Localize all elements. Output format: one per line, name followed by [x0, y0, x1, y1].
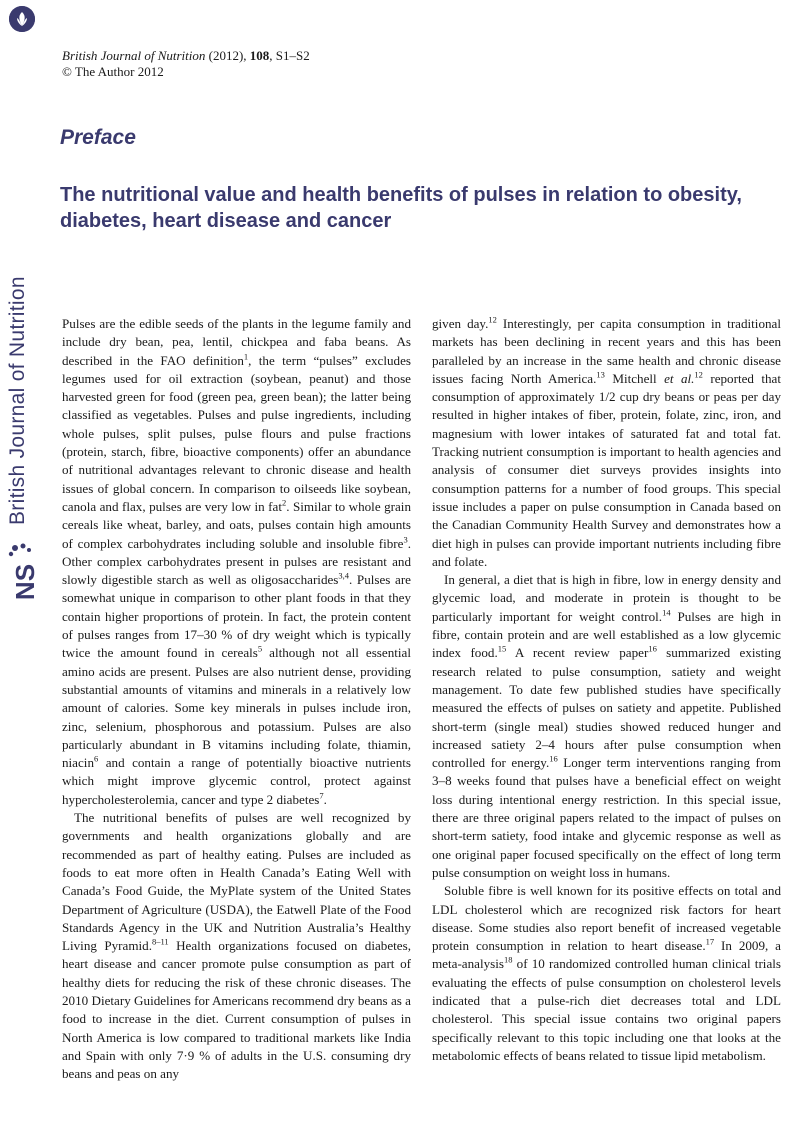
vertical-journal-name: British Journal of Nutrition	[6, 276, 29, 525]
citation-ref: 13	[596, 369, 605, 380]
citation-ref: 3,4	[338, 570, 350, 581]
right-column	[432, 315, 781, 1065]
citation-header	[62, 48, 310, 80]
citation-ref: 12	[694, 369, 703, 380]
journal-year: (2012),	[208, 48, 247, 63]
paragraph: Soluble fibre is well known for its positive effects on total and LDL cholesterol which are recognized risk factors for heart disease. Some studies also report benefit of increased vegetable protein consumption in relation to heart disease.$^{17}$ In 2009, a meta-analysis$^{18}$ of 10 randomized controlled human clinical trials evaluating the effects of pulse consumption on cholesterol levels indicated that a pulse-rich diet decreases total and LDL cholesterol. This special issue contains two original papers specifically relevant to this topic including one that looks at the metabolomic effects of beans related to tissue lipid metabolism.	[432, 883, 781, 1063]
citation-ref: 3	[403, 534, 408, 545]
left-column	[62, 315, 411, 1083]
citation-ref: 1	[243, 351, 249, 362]
ns-logo-icon	[6, 542, 38, 602]
logo-text: NS	[10, 563, 38, 601]
citation-ref: 18	[504, 955, 513, 966]
citation-ref: 5	[257, 643, 263, 654]
citation-ref: 6	[94, 753, 99, 764]
open-access-icon	[9, 6, 35, 32]
journal-name: British Journal of Nutrition	[62, 48, 206, 63]
paragraph: In general, a diet that is high in fibre, low in energy density and glycemic load, and moderate in protein is thought to be particularly important for weight control.$^{14}$ Pulses are high in fibre, contain protein and are well established as a low glycemic index food.$^{15}$ A recent review paper$^{16}$ summarized existing research related to pulse consumption, satiety and weight management. To date few published studies have specifically measured the effects of pulses on satiety and appetite. Published short-term (single meal) studies showed reduced hunger and increased satiety 2–4 hours after pulse consumption when controlled for energy.$^{16}$ Longer term interventions ranging from 3–8 weeks found that pulses have a beneficial effect on weight loss during intentional energy restriction. In this special issue, there are three original papers related to the impact of pulses on short-term satiety, food intake and glycemic response as well as one original paper focused specifically on the effect of long term pulse consumption on weight loss in humans.	[432, 572, 782, 880]
citation-ref: 12	[488, 314, 497, 325]
journal-sidebar	[0, 0, 44, 1137]
citation-ref: 7	[319, 790, 324, 801]
paragraph: Pulses are the edible seeds of the plants in the legume family and include dry bean, pea, lentil, chickpea and faba beans. As described in the FAO definition$^1$, the term “pulses” excludes legumes used for oil extraction (soybean, peanut) and those harvested green for food (green pea, green bean); the latter being classified as vegetables. Pulses and pulse ingredients, including whole pulses, split pulses, pulse flours and pulse fractions (protein, starch, fibre, bioactive components) offer an abundance of nutritional advantages relevant to chronic disease and health issues of global concern. In comparison to oilseeds like soybean, canola and flax, pulses are very low in fat$^2$. Similar to whole grain cereals like wheat, barley, and oats, pulses contain high amounts of complex carbohydrates including soluble and insoluble fibre$^3$. Other complex carbohydrates present in pulses are resistant and slowly digestible starch as well as oligosaccharides$^{3,4}$. Pulses are somewhat unique in comparison to other plant foods in that they contain higher proportions of protein. In fact, the protein content of pulses ranges from 17–30 % of dry weight which is typically twice the amount found in cereals$^5$ although not all essential amino acids are present. Pulses are also nutrient dense, providing substantial amounts of vitamins and minerals in a relatively low amount of calories. Some key minerals in pulses include iron, zinc, selenium, phosphorous and potassium. Pulses are also particularly abundant in B vitamins including folate, thiamin, niacin$^6$ and contain a range of potentially bioactive nutrients which might improve glycemic control, protect against hypercholesterolemia, cancer and type 2 diabetes$^7$.	[62, 316, 412, 807]
paragraph: given day.$^{12}$ Interestingly, per capita consumption in traditional markets has been declining in recent years and this has been paralleled by an increase in the same health and chronic disease issues facing North America.$^{13}$ Mitchell et al.$^{12}$ reported that consumption of approximately 1/2 cup dry beans or peas per day resulted in higher intakes of fiber, protein, folate, zinc, iron, and magnesium with lower intakes of saturated fat and total fat. Tracking nutrient consumption is important to health agencies and analysis of consumer diet surveys provides insights into consumption patterns for a number of food groups. This special issue includes a paper on pulse consumption in Canada based on the Canadian Community Health Survey and demonstrates how a diet high in pulses can provide important nutrients including fibre and folate.	[432, 314, 781, 569]
citation-ref: 15	[497, 643, 507, 654]
citation-ref: 16	[549, 753, 558, 764]
citation-ref: 17	[705, 936, 715, 947]
italic-text: et al.	[664, 370, 695, 386]
citation-ref: 8–11	[151, 936, 169, 947]
copyright: © The Author 2012	[62, 64, 164, 79]
citation-ref: 16	[648, 643, 657, 654]
paragraph: The nutritional benefits of pulses are well recognized by governments and health organizations globally and are recommended as part of healthy eating. Pulses are included as foods to eat more often in Health Canada’s Eating Well with Canada’s Food Guide, the MyPlate system of the United States Department of Agriculture (USDA), the Eatwell Plate of the Food Standards Agency in the UK and Nutrition Australia’s Healthy Living Pyramid.$^{8-11}$ Health organizations focused on diabetes, heart disease and cancer promote pulse consumption as part of healthy diets for reducing the risk of these chronic diseases. The 2010 Dietary Guidelines for Americans recommend dry beans as a food to increase in the diet. Current consumption of pulses in North America is low compared to traditional markets like India and Spain with only 7·9 % of adults in the U.S. consuming dry beans and peas on any	[62, 810, 411, 1082]
citation-ref: 2	[282, 497, 287, 508]
journal-volume: 108	[249, 48, 270, 63]
article-title: The nutritional value and health benefits of pulses in relation to obesity, diabetes, heart disease and cancer	[60, 184, 742, 232]
section-label: Preface	[60, 126, 136, 149]
journal-pages: , S1–S2	[269, 48, 310, 63]
citation-ref: 14	[662, 607, 671, 618]
